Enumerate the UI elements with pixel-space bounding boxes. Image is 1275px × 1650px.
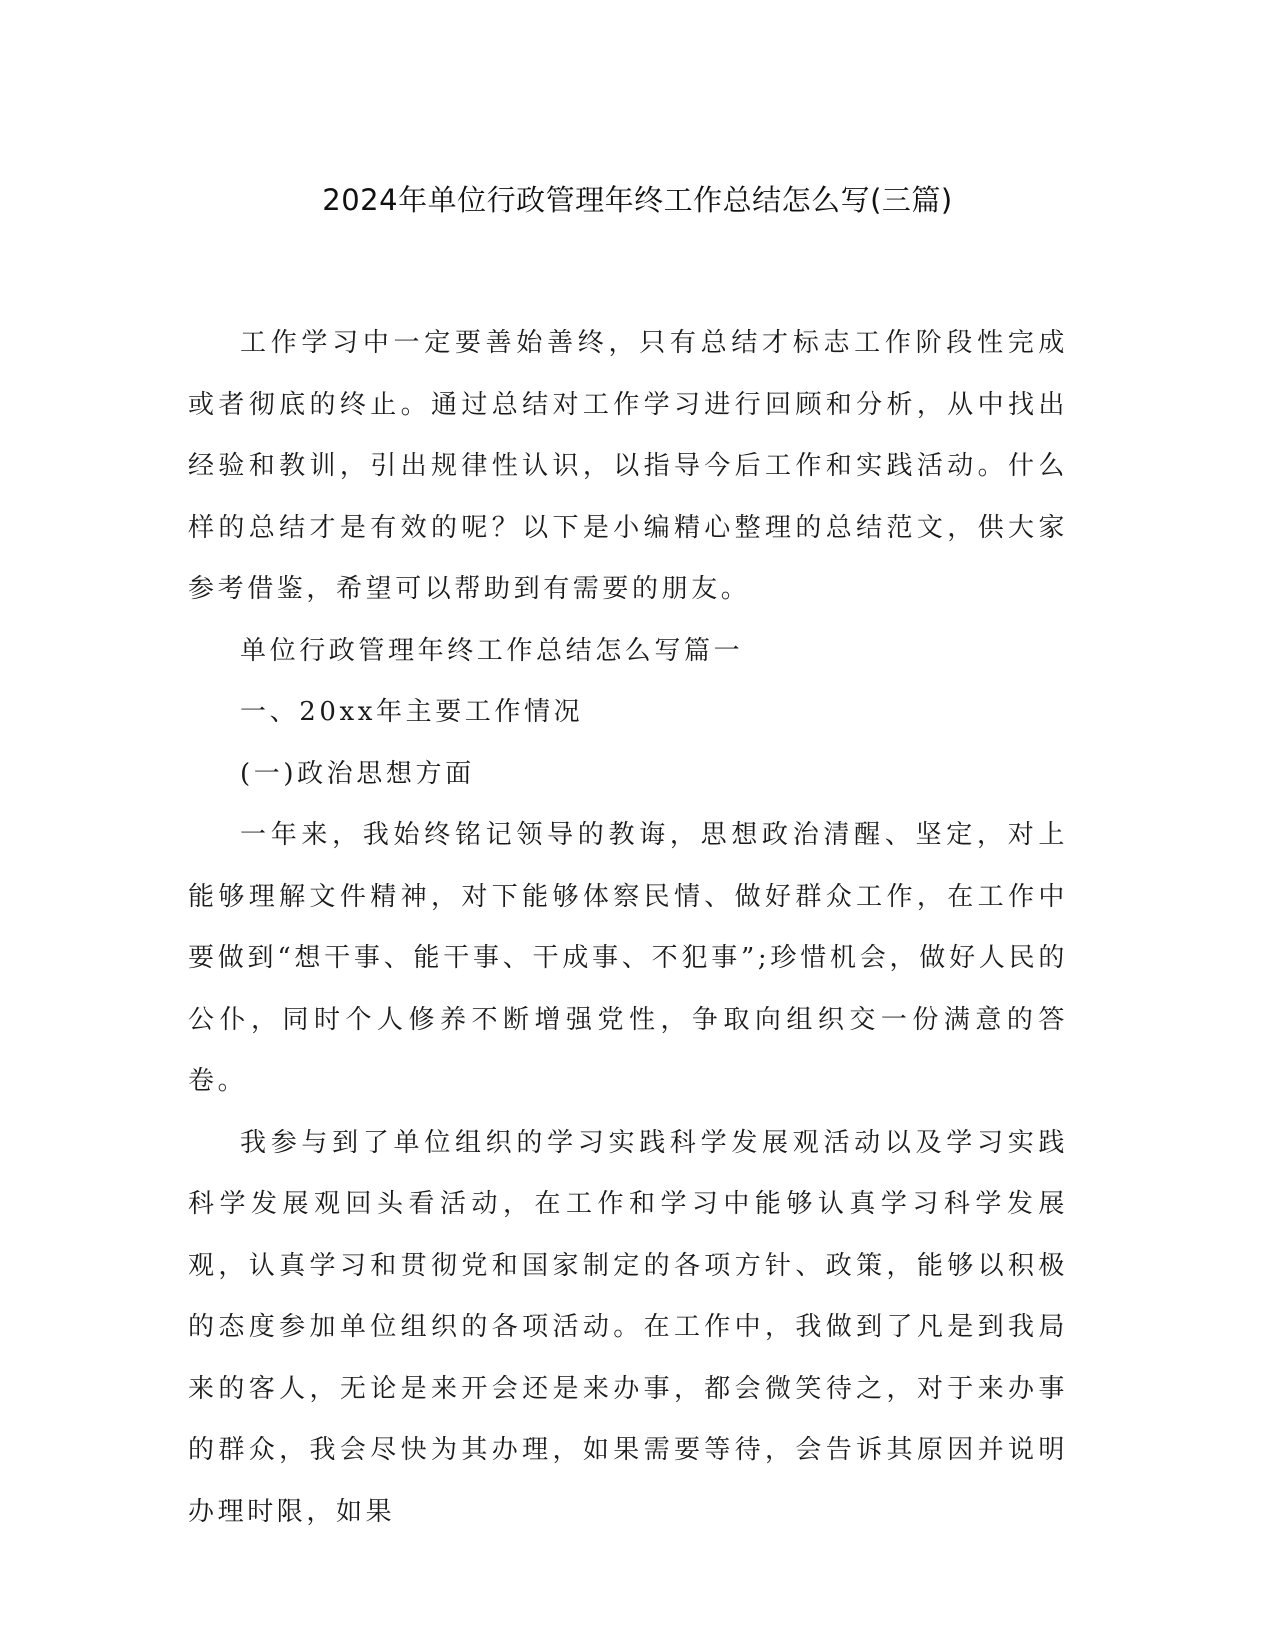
body-paragraph: 我参与到了单位组织的学习实践科学发展观活动以及学习实践科学发展观回头看活动，在工作和学习中能够认真学习科学发展观，认真学习和贯彻党和国家制定的各项方针、政策，能够以积极的态度参加单位组织的各项活动。在工作中，我做到了凡是到我局来的客人，无论是来开会还是来办事，都会微笑待之，对于来办事的群众，我会尽快为其办理，如果需要等待，会告诉其原因并说明办理时限，如果: [188, 1127, 1068, 1527]
intro-paragraph: 工作学习中一定要善始善终，只有总结才标志工作阶段性完成或者彻底的终止。通过总结对工作学习进行回顾和分析，从中找出经验和教训，引出规律性认识，以指导今后工作和实践活动。什么样的总结才是有效的呢？以下是小编精心整理的总结范文，供大家参考借鉴，希望可以帮助到有需要的朋友。: [188, 328, 1068, 604]
body-paragraph: 一年来，我始终铭记领导的教诲，思想政治清醒、坚定，对上能够理解文件精神，对下能够体察民情、做好群众工作，在工作中要做到“想干事、能干事、干成事、不犯事”;珍惜机会，做好人民的公仆，同时个人修养不断增强党性，争取向组织交一份满意的答卷。: [188, 820, 1068, 1096]
section-heading: 单位行政管理年终工作总结怎么写篇一: [240, 635, 744, 666]
document-title: 2024年单位行政管理年终工作总结怎么写(三篇): [322, 183, 953, 217]
document-body: [188, 313, 1068, 1543]
subsubsection-heading: (一)政治思想方面: [240, 758, 475, 789]
subsection-heading: 一、20xx年主要工作情况: [240, 697, 584, 727]
